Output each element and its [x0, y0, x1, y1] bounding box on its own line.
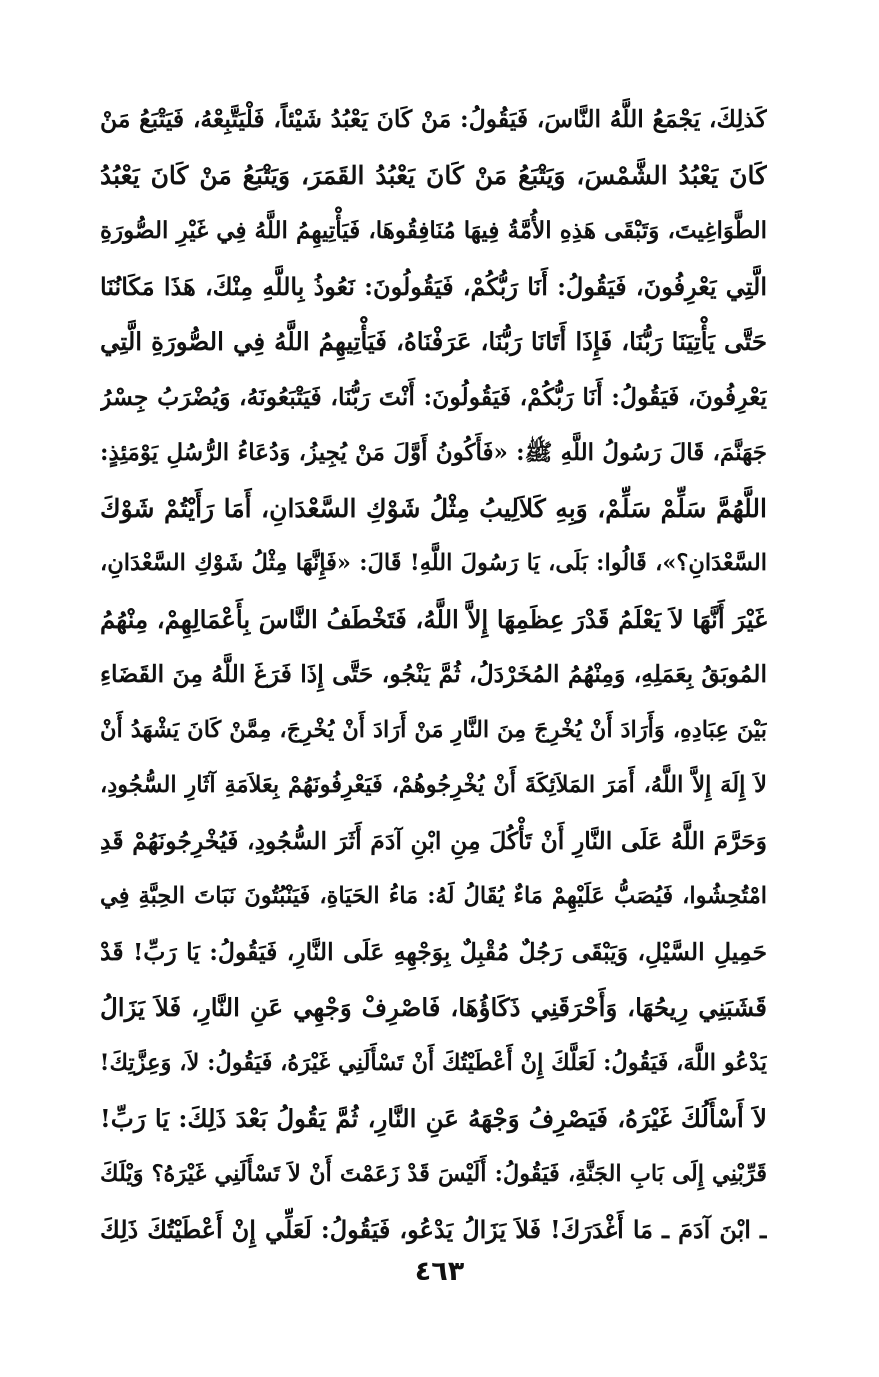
- text-line: قَرِّبْنِي إِلَى بَابِ الجَنَّةِ، فَيَقُولُ: أَلَيْسَ قَدْ زَعَمْتَ أَنْ لاَ تَسْأَلَنِي غَيْرَهُ؟ وَيْلَكَ: [100, 1160, 767, 1187]
- text-line: بَيْنَ عِبَادِهِ، وَأَرَادَ أَنْ يُخْرِجَ مِنَ النَّارِ مَنْ أَرَادَ أَنْ يُخْرِجَ، مِمَّنْ كَانَ يَشْهَدُ أَنْ: [100, 716, 767, 743]
- text-line: كَانَ يَعْبُدُ الشَّمْسَ، وَيَتْبَعُ مَنْ كَانَ يَعْبُدُ القَمَرَ، وَيَتْبَعُ مَنْ كَانَ يَعْبُدُ: [100, 160, 767, 190]
- text-line: لاَ إِلَهَ إِلاَّ اللَّهُ، أَمَرَ المَلاَئِكَةَ أَنْ يُخْرِجُوهُمْ، فَيَعْرِفُونَهُمْ بِعَلاَمَةِ آثَارِ السُّجُودِ،: [100, 772, 767, 798]
- text-line: قَشَبَنِي رِيحُهَا، وَأَحْرَقَنِي ذَكَاؤُهَا، فَاصْرِفْ وَجْهِي عَنِ النَّارِ، فَلاَ يَزَالُ: [100, 993, 767, 1022]
- page-number: ٤٦٣: [414, 1256, 465, 1287]
- body-text: [100, 92, 767, 1258]
- text-line: يَدْعُو اللَّهَ، فَيَقُولُ: لَعَلَّكَ إِنْ أَعْطَيْتُكَ أَنْ تَسْأَلَنِي غَيْرَهُ، فَيَقُولُ: لاَ، وَعِزَّتِكَ!: [100, 1049, 767, 1076]
- text-line: الَّتِي يَعْرِفُونَ، فَيَقُولُ: أَنَا رَبُّكُمْ، فَيَقُولُونَ: نَعُوذُ بِاللَّهِ مِنْكَ، هَذَا مَكَانُنَا: [100, 271, 767, 301]
- text-line: المُوبَقُ بِعَمَلِهِ، وَمِنْهُمُ المُخَرْدَلُ، ثُمَّ يَنْجُو، حَتَّى إِذَا فَرَغَ اللَّهُ مِنَ القَضَاءِ: [100, 660, 767, 688]
- text-line: اللَّهُمَّ سَلِّمْ سَلِّمْ، وَبِهِ كَلاَلِيبُ مِثْلُ شَوْكِ السَّعْدَانِ، أَمَا رَأَيْتُمْ شَوْكَ: [100, 493, 767, 523]
- text-line: حَتَّى يَأْتِيَنَا رَبُّنَا، فَإِذَا أَتَانَا رَبُّنَا، عَرَفْنَاهُ، فَيَأْتِيهِمُ اللَّهُ فِي الصُّورَةِ الَّتِي: [100, 327, 767, 356]
- text-line: الطَّوَاغِيتَ، وَتَبْقَى هَذِهِ الأُمَّةُ فِيهَا مُنَافِقُوهَا، فَيَأْتِيهِمُ اللَّهُ فِي غَيْرِ الصُّورَةِ: [100, 217, 767, 244]
- text-line: حَمِيلِ السَّيْلِ، وَيَبْقَى رَجُلٌ مُقْبِلٌ بِوَجْهِهِ عَلَى النَّارِ، فَيَقُولُ: يَا رَبِّ! قَدْ: [100, 937, 767, 966]
- text-line: لاَ أَسْأَلُكَ غَيْرَهُ، فَيَصْرِفُ وَجْهَهُ عَنِ النَّارِ، ثُمَّ يَقُولُ بَعْدَ ذَلِكَ: يَا رَبِّ!: [100, 1104, 767, 1133]
- text-line: كَذلِكَ، يَجْمَعُ اللَّهُ النَّاسَ، فَيَقُولُ: مَنْ كَانَ يَعْبُدُ شَيْئاً، فَلْيَتَّبِعْهُ، فَيَتْبَعُ مَنْ: [100, 105, 767, 133]
- text-line: امْتُحِشُوا، فَيُصَبُّ عَلَيْهِمْ مَاءٌ يُقَالُ لَهُ: مَاءُ الحَيَاةِ، فَيَنْبُتُونَ نَبَاتَ الحِبَّةِ فِي: [100, 883, 767, 909]
- text-line: وَحَرَّمَ اللَّهُ عَلَى النَّارِ أَنْ تَأْكُلَ مِنِ ابْنِ آدَمَ أَثَرَ السُّجُودِ، فَيُخْرِجُونَهُمْ قَدِ: [100, 826, 767, 855]
- text-line: غَيْرَ أَنَّهَا لاَ يَعْلَمُ قَدْرَ عِظَمِهَا إِلاَّ اللَّهُ، فَتَخْطَفُ النَّاسَ بِأَعْمَالِهِمْ، مِنْهُمُ: [100, 604, 767, 634]
- text-line: السَّعْدَانِ؟»، قَالُوا: بَلَى، يَا رَسُولَ اللَّهِ! قَالَ: «فَإِنَّهَا مِثْلُ شَوْكِ السَّعْدَانِ،: [100, 550, 767, 576]
- text-line: جَهَنَّمَ، قَالَ رَسُولُ اللَّهِ ﷺ: «فَأَكُونُ أَوَّلَ مَنْ يُجِيزُ، وَدُعَاءُ الرُّسُلِ يَوْمَئِذٍ:: [100, 439, 767, 466]
- text-line: يَعْرِفُونَ، فَيَقُولُ: أَنَا رَبُّكُمْ، فَيَقُولُونَ: أَنْتَ رَبُّنَا، فَيَتْبَعُونَهُ، وَيُضْرَبُ جِسْرُ: [100, 382, 767, 411]
- text-line: ـ ابْنَ آدَمَ ـ مَا أَغْدَرَكَ! فَلاَ يَزَالُ يَدْعُو، فَيَقُولُ: لَعَلِّي إِنْ أَعْطَيْتُكَ ذَلِكَ: [100, 1215, 767, 1244]
